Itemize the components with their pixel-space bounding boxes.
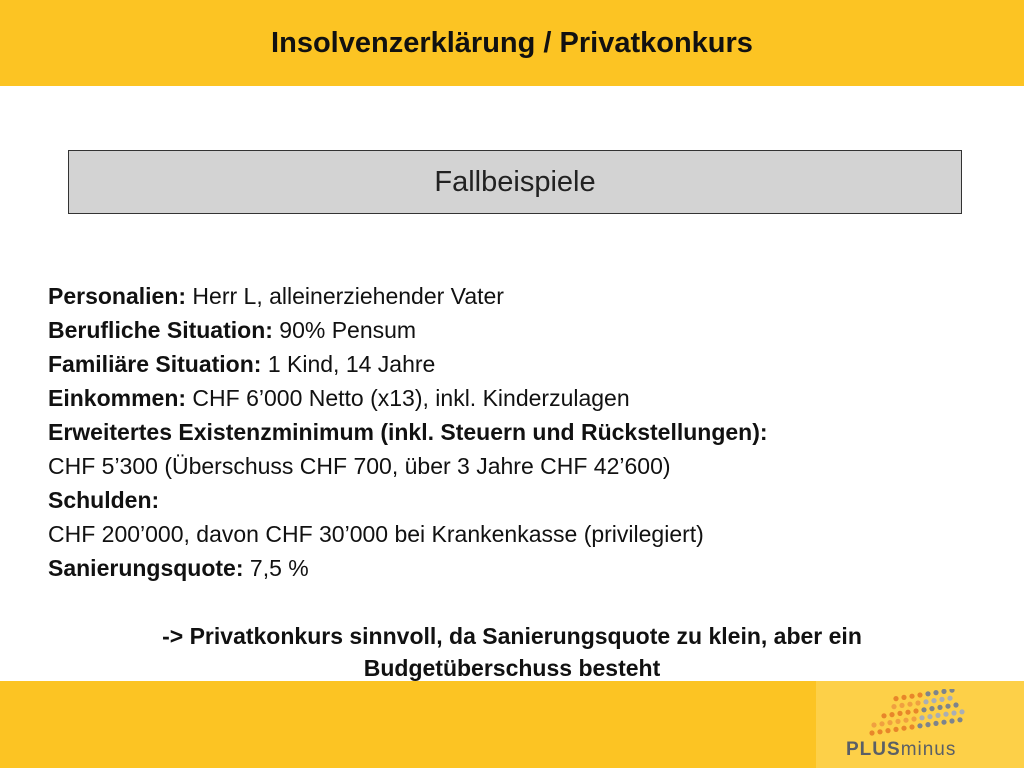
logo-word-minus: minus <box>900 739 957 760</box>
detail-label: Berufliche Situation: <box>48 317 273 343</box>
logo-dot <box>943 712 948 717</box>
logo-dot <box>931 698 936 703</box>
logo-dot <box>889 712 894 717</box>
detail-line-schulden-label <box>48 483 988 517</box>
conclusion-line-1: -> Privatkonkurs sinnvoll, da Sanierungsquote zu klein, aber ein <box>162 623 862 649</box>
logo-dot <box>909 694 914 699</box>
logo-dot <box>923 699 928 704</box>
detail-line-einkommen <box>48 381 988 415</box>
logo-dot <box>937 705 942 710</box>
logo-dot <box>893 727 898 732</box>
logo-dot <box>903 718 908 723</box>
logo-dot <box>887 720 892 725</box>
detail-line-personalien <box>48 279 988 313</box>
logo-dot <box>941 689 946 694</box>
logo-dot <box>909 724 914 729</box>
logo-dot <box>925 722 930 727</box>
detail-value: Herr L, alleinerziehender Vater <box>186 283 504 309</box>
section-heading-box <box>68 150 962 214</box>
logo-dot <box>879 721 884 726</box>
logo-dot <box>933 721 938 726</box>
detail-line-familiaere-situation <box>48 347 988 381</box>
logo-dot <box>895 719 900 724</box>
detail-line-existenzminimum-label <box>48 415 988 449</box>
detail-line-existenzminimum-value <box>48 449 988 483</box>
logo-dot <box>885 728 890 733</box>
detail-line-sanierungsquote <box>48 551 988 585</box>
logo-dot <box>907 702 912 707</box>
logo-dot <box>891 704 896 709</box>
conclusion-line-2: Budgetüberschuss besteht <box>363 655 661 681</box>
detail-label: Einkommen: <box>48 385 187 411</box>
logo-dot <box>877 729 882 734</box>
detail-line-schulden-value <box>48 517 988 551</box>
logo-dot <box>953 702 958 707</box>
logo-dot <box>941 720 946 725</box>
logo-dot <box>949 718 954 723</box>
logo-dot <box>905 710 910 715</box>
logo-dot <box>929 706 934 711</box>
detail-value: CHF 200’000, davon CHF 30’000 bei Krankenkasse (privilegiert) <box>48 521 704 547</box>
logo-wordmark <box>846 739 956 761</box>
detail-label: Familiäre Situation: <box>48 351 262 377</box>
detail-value: CHF 5’300 (Überschuss CHF 700, über 3 Jahre CHF 42’600) <box>48 453 671 479</box>
logo-dot <box>957 717 962 722</box>
logo-dot <box>927 714 932 719</box>
logo-dot <box>901 726 906 731</box>
logo-dot <box>915 700 920 705</box>
logo-dot <box>893 696 898 701</box>
detail-label: Schulden: <box>48 487 160 513</box>
logo-dot <box>935 713 940 718</box>
plusminus-logo <box>816 681 1024 768</box>
detail-label: Erweitertes Existenzminimum (inkl. Steuern und Rückstellungen): <box>48 419 768 445</box>
logo-dot <box>881 713 886 718</box>
logo-dot <box>945 704 950 709</box>
detail-value: 90% Pensum <box>272 317 417 343</box>
logo-dot <box>917 723 922 728</box>
logo-dot <box>939 697 944 702</box>
logo-dot <box>919 715 924 720</box>
logo-dot <box>869 730 874 735</box>
logo-dot <box>949 689 954 693</box>
logo-dots-icon <box>866 689 966 739</box>
logo-dot <box>933 690 938 695</box>
logo-dot <box>913 708 918 713</box>
logo-dot <box>959 709 964 714</box>
logo-dot <box>921 707 926 712</box>
logo-dot <box>951 710 956 715</box>
logo-dot <box>871 722 876 727</box>
header-bar <box>0 0 1024 86</box>
case-details <box>48 279 988 585</box>
detail-value: CHF 6’000 Netto (x13), inkl. Kinderzulagen <box>186 385 630 411</box>
logo-dot <box>947 696 952 701</box>
logo-dot <box>911 716 916 721</box>
logo-dot <box>917 692 922 697</box>
logo-dot <box>901 695 906 700</box>
detail-line-berufliche-situation <box>48 313 988 347</box>
logo-word-plus: PLUS <box>846 739 901 760</box>
section-heading: Fallbeispiele <box>434 165 596 198</box>
slide-title: Insolvenzerklärung / Privatkonkurs <box>271 27 753 59</box>
detail-value: 7,5 % <box>243 555 309 581</box>
conclusion-text <box>60 620 964 684</box>
logo-dot <box>897 711 902 716</box>
detail-value: 1 Kind, 14 Jahre <box>261 351 436 377</box>
detail-label: Sanierungsquote: <box>48 555 244 581</box>
detail-label: Personalien: <box>48 283 187 309</box>
logo-dot <box>925 691 930 696</box>
logo-dot <box>899 703 904 708</box>
